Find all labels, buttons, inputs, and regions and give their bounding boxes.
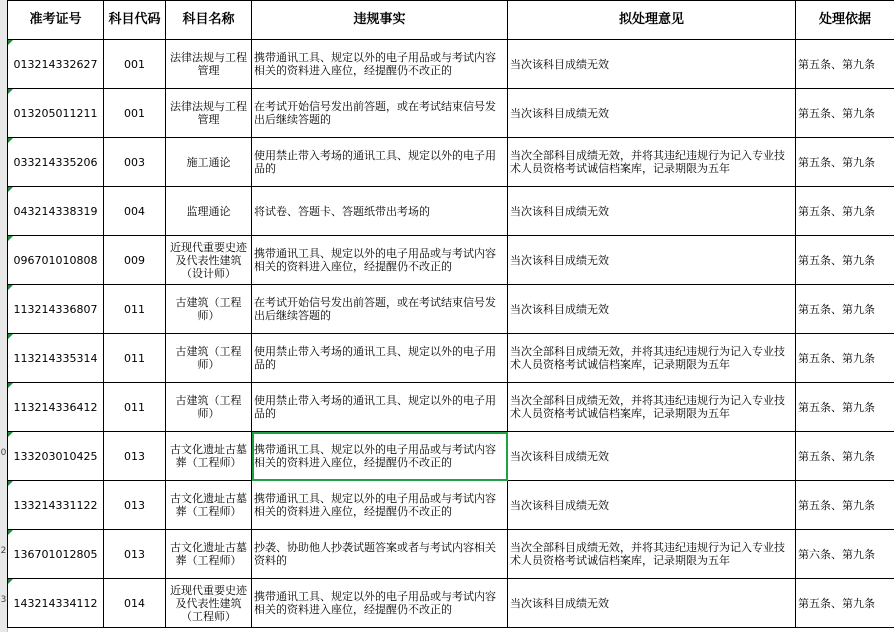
cell-subject-code[interactable]: 011	[104, 285, 166, 334]
cell-exam-no[interactable]: 113214335314	[8, 334, 104, 383]
cell-basis[interactable]: 第五条、第九条	[796, 579, 894, 628]
cell-proposed-action[interactable]: 当次该科目成绩无效	[508, 432, 796, 481]
cell-basis[interactable]: 第五条、第九条	[796, 432, 894, 481]
cell-exam-no[interactable]: 013205011211	[8, 89, 104, 138]
cell-violation[interactable]: 携带通讯工具、规定以外的电子用品或与考试内容相关的资料进入座位，经提醒仍不改正的	[252, 481, 508, 530]
cell-proposed-action[interactable]: 当次全部科目成绩无效，并将其违纪违规行为记入专业技术人员资格考试诚信档案库，记录期限为五年	[508, 530, 796, 579]
table-row	[8, 285, 894, 334]
cell-proposed-action[interactable]: 当次该科目成绩无效	[508, 89, 796, 138]
cell-exam-no[interactable]: 013214332627	[8, 40, 104, 89]
cell-subject-code[interactable]: 013	[104, 530, 166, 579]
header-proposed-action[interactable]: 拟处理意见	[508, 1, 796, 40]
cell-subject-name[interactable]: 法律法规与工程管理	[166, 89, 252, 138]
cell-basis[interactable]: 第五条、第九条	[796, 383, 894, 432]
table-row	[8, 138, 894, 187]
cell-subject-name[interactable]: 古文化遗址古墓葬（工程师）	[166, 530, 252, 579]
cell-violation[interactable]: 使用禁止带入考场的通讯工具、规定以外的电子用品的	[252, 334, 508, 383]
cell-subject-code[interactable]: 001	[104, 40, 166, 89]
row-number[interactable]: 3	[0, 595, 7, 605]
cell-proposed-action[interactable]: 当次全部科目成绩无效，并将其违纪违规行为记入专业技术人员资格考试诚信档案库，记录期限为五年	[508, 334, 796, 383]
cell-subject-name[interactable]: 古文化遗址古墓葬（工程师）	[166, 481, 252, 530]
table-row	[8, 579, 894, 628]
cell-proposed-action[interactable]: 当次该科目成绩无效	[508, 579, 796, 628]
cell-violation[interactable]: 使用禁止带入考场的通讯工具、规定以外的电子用品的	[252, 383, 508, 432]
cell-proposed-action[interactable]: 当次全部科目成绩无效，并将其违纪违规行为记入专业技术人员资格考试诚信档案库，记录期限为五年	[508, 383, 796, 432]
cell-violation[interactable]: 抄袭、协助他人抄袭试题答案或者与考试内容相关资料的	[252, 530, 508, 579]
table-row	[8, 481, 894, 530]
table-row	[8, 432, 894, 481]
cell-violation[interactable]: 携带通讯工具、规定以外的电子用品或与考试内容相关的资料进入座位，经提醒仍不改正的	[252, 40, 508, 89]
cell-subject-name[interactable]: 近现代重要史迹及代表性建筑（工程师）	[166, 579, 252, 628]
cell-proposed-action[interactable]: 当次全部科目成绩无效，并将其违纪违规行为记入专业技术人员资格考试诚信档案库，记录期限为五年	[508, 138, 796, 187]
cell-basis[interactable]: 第五条、第九条	[796, 334, 894, 383]
cell-basis[interactable]: 第五条、第九条	[796, 481, 894, 530]
table-row	[8, 236, 894, 285]
cell-basis[interactable]: 第五条、第九条	[796, 236, 894, 285]
row-number[interactable]: 0	[0, 448, 7, 458]
cell-exam-no[interactable]: 113214336807	[8, 285, 104, 334]
table-row	[8, 383, 894, 432]
table-row	[8, 40, 894, 89]
cell-subject-code[interactable]: 013	[104, 432, 166, 481]
cell-proposed-action[interactable]: 当次该科目成绩无效	[508, 40, 796, 89]
cell-exam-no[interactable]: 033214335206	[8, 138, 104, 187]
cell-subject-code[interactable]: 004	[104, 187, 166, 236]
cell-violation[interactable]: 将试卷、答题卡、答题纸带出考场的	[252, 187, 508, 236]
cell-violation[interactable]: 使用禁止带入考场的通讯工具、规定以外的电子用品的	[252, 138, 508, 187]
cell-violation[interactable]: 携带通讯工具、规定以外的电子用品或与考试内容相关的资料进入座位，经提醒仍不改正的	[252, 236, 508, 285]
header-violation[interactable]: 违规事实	[252, 1, 508, 40]
cell-subject-code[interactable]: 011	[104, 334, 166, 383]
cell-exam-no[interactable]: 136701012805	[8, 530, 104, 579]
cell-exam-no[interactable]: 133214331122	[8, 481, 104, 530]
cell-basis[interactable]: 第五条、第九条	[796, 89, 894, 138]
cell-subject-name[interactable]: 古建筑（工程师）	[166, 334, 252, 383]
cell-violation[interactable]: 携带通讯工具、规定以外的电子用品或与考试内容相关的资料进入座位，经提醒仍不改正的	[252, 579, 508, 628]
table-row	[8, 334, 894, 383]
cell-subject-code[interactable]: 003	[104, 138, 166, 187]
cell-basis[interactable]: 第五条、第九条	[796, 285, 894, 334]
cell-exam-no[interactable]: 113214336412	[8, 383, 104, 432]
cell-proposed-action[interactable]: 当次该科目成绩无效	[508, 481, 796, 530]
cell-subject-code[interactable]: 013	[104, 481, 166, 530]
cell-proposed-action[interactable]: 当次该科目成绩无效	[508, 236, 796, 285]
cell-basis[interactable]: 第五条、第九条	[796, 40, 894, 89]
cell-violation[interactable]: 在考试开始信号发出前答题，或在考试结束信号发出后继续答题的	[252, 285, 508, 334]
cell-basis[interactable]: 第五条、第九条	[796, 138, 894, 187]
row-number[interactable]: 2	[0, 546, 7, 556]
cell-subject-name[interactable]: 古文化遗址古墓葬（工程师）	[166, 432, 252, 481]
cell-basis[interactable]: 第六条、第九条	[796, 530, 894, 579]
cell-subject-name[interactable]: 法律法规与工程管理	[166, 40, 252, 89]
header-exam-no[interactable]: 准考证号	[8, 1, 104, 40]
table-row	[8, 187, 894, 236]
cell-subject-name[interactable]: 近现代重要史迹及代表性建筑（设计师）	[166, 236, 252, 285]
cell-subject-code[interactable]: 014	[104, 579, 166, 628]
cell-proposed-action[interactable]: 当次该科目成绩无效	[508, 285, 796, 334]
header-subject-code[interactable]: 科目代码	[104, 1, 166, 40]
cell-exam-no[interactable]: 096701010808	[8, 236, 104, 285]
cell-violation[interactable]: 在考试开始信号发出前答题，或在考试结束信号发出后继续答题的	[252, 89, 508, 138]
cell-exam-no[interactable]: 133203010425	[8, 432, 104, 481]
cell-subject-code[interactable]: 009	[104, 236, 166, 285]
cell-basis[interactable]: 第五条、第九条	[796, 187, 894, 236]
cell-subject-name[interactable]: 施工通论	[166, 138, 252, 187]
cell-subject-code[interactable]: 001	[104, 89, 166, 138]
cell-violation[interactable]: 携带通讯工具、规定以外的电子用品或与考试内容相关的资料进入座位，经提醒仍不改正的	[252, 432, 508, 481]
cell-subject-code[interactable]: 011	[104, 383, 166, 432]
cell-proposed-action[interactable]: 当次该科目成绩无效	[508, 187, 796, 236]
cell-subject-name[interactable]: 监理通论	[166, 187, 252, 236]
cell-exam-no[interactable]: 043214338319	[8, 187, 104, 236]
header-row	[8, 1, 894, 40]
table-row	[8, 89, 894, 138]
header-basis[interactable]: 处理依据	[796, 1, 894, 40]
cell-exam-no[interactable]: 143214334112	[8, 579, 104, 628]
table-row	[8, 530, 894, 579]
header-subject-name[interactable]: 科目名称	[166, 1, 252, 40]
cell-subject-name[interactable]: 古建筑（工程师）	[166, 285, 252, 334]
violations-table	[7, 0, 894, 628]
cell-subject-name[interactable]: 古建筑（工程师）	[166, 383, 252, 432]
